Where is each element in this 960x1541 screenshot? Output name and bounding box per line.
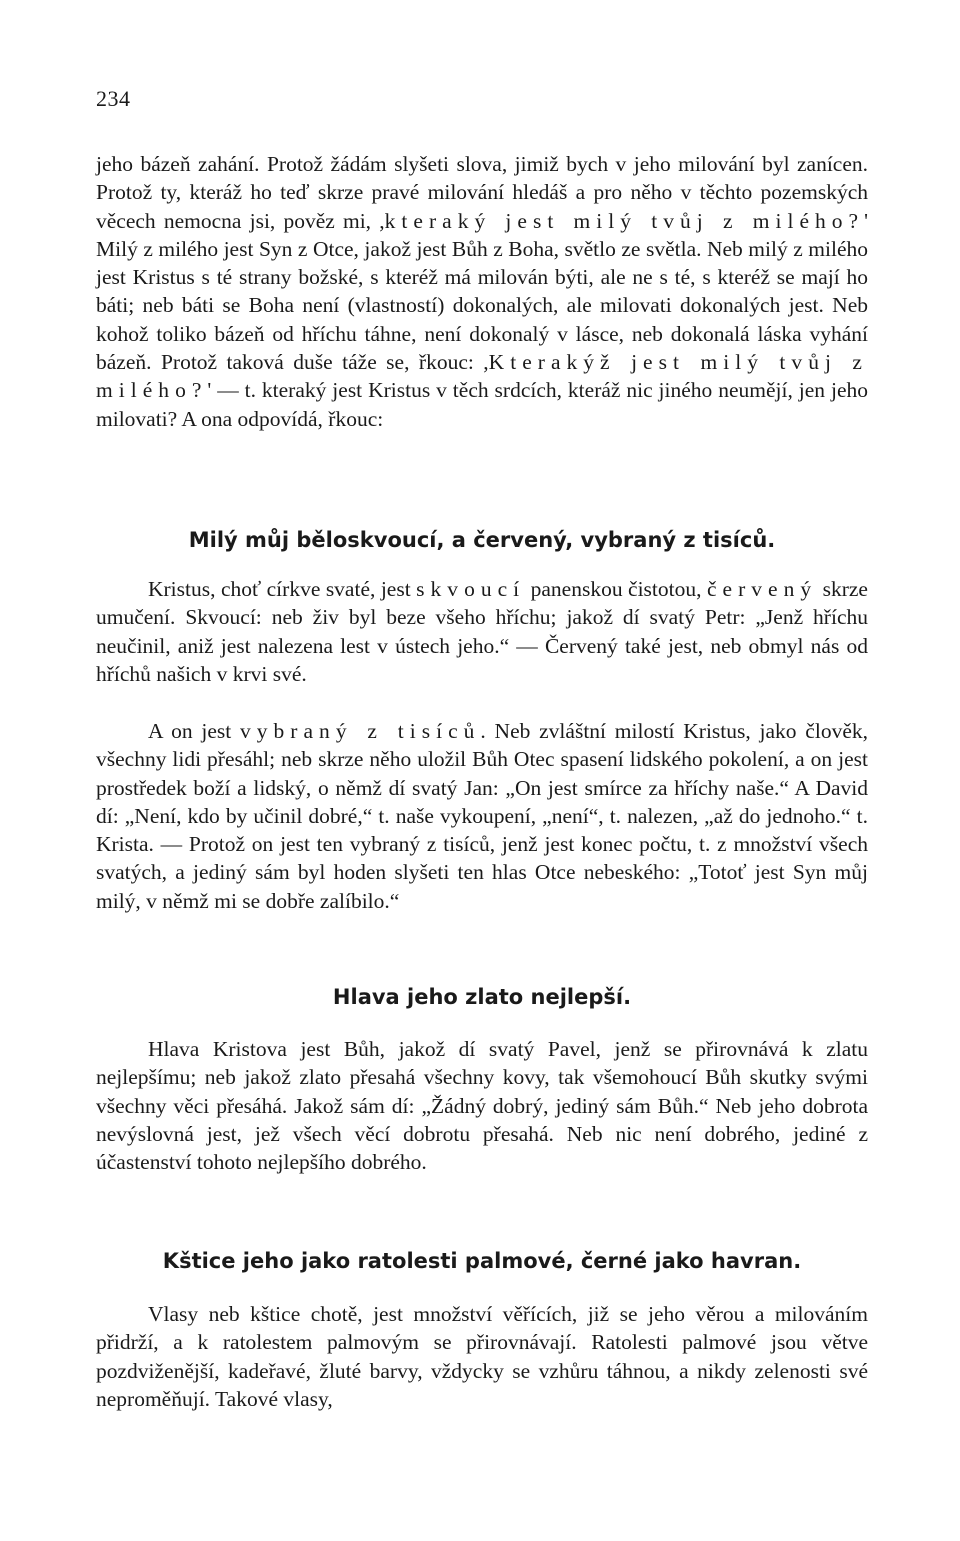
paragraph-kstice [96,1300,868,1413]
text-run: panenskou čistotou, [525,577,707,601]
text-run: ' — t. kteraký jest Kristus v těch srdcích, kteráž nic jiného neumějí, jen jeho milovati? A ona odpovídá, řkouc: [96,378,868,431]
text-run: . Neb zvláštní milostí Kristus, jako člověk, všechny lidi přesáhl; neb skrze něho uložil Bůh Otec spasení lidského pokolení, a on jest prostředek boží a lidský, o němž dí svatý Jan: „On jest smírce za hříchy naše.“ A David dí: „Není, kdo by učinil dobré,“ t. naše vykoupení, „není“, t. nalezen, „až do jednoho.“ t. Krista. — Protož on jest ten vybraný z tisíců, jenž jest konec počtu, t. z množství všech svatých, a jediný sám byl hoden slyšeti ten hlas Otce nebeského: „Totoť jest Syn můj milý, v němž mi se dobře zalíbilo.“ [96,719,868,913]
paragraph-hlava [96,1035,868,1176]
text-run: Vlasy neb kštice chotě, jest množství věřících, již se jeho věrou a milováním přidrží, a k ratolestem palmovým se přirovnávají. Ratolesti palmové jsou větve pozdviženější, kadeřavé, žluté barvy, vždycky se vzhůru táhnou, a nikdy zelenosti své neproměňují. Takové vlasy, [96,1302,868,1411]
section-heading-3: Kštice jeho jako ratolesti palmové, černé jako havran. [162,1249,802,1273]
paragraph-opening [96,150,868,433]
spaced-emphasis: skvoucí [416,577,526,601]
paragraph-kristus-chot [96,575,868,688]
section-heading-2: Hlava jeho zlato nejlepší. [332,985,632,1009]
text-run: ' Milý z milého jest Syn z Otce, jakož jest Bůh z Boha, světlo ze světla. Neb milý z milého jest Kristus s té strany božské, s kteréž má milován býti, ale ne s té, s kteréž se mají ho báti; neb báti se Boha není (vlastností) dokonalých, ale milovati dokonalých jest. Neb kohož toliko bázeň od hříchu táhne, není dokonalý v lásce, neb dokonalá láska vyhání bázeň. Protož taková duše táže se, řkouc: , [96,208,868,375]
text-run: skrze umučení. Skvoucí: neb živ byl beze všeho hříchu; jakož dí svatý Petr: „Jenž hříchu neučinil, aniž jest nalezena lest v ústech jeho.“ — Červený také jest, neb obmyl nás od hříchů našich v krvi své. [96,577,868,686]
text-run: A on jest [148,719,240,743]
text-run: jeho bázeň zahání. Protož žádám slyšeti slova, jimiž bych v jeho milování byl zanícen. Protož ty, kteráž ho teď skrze pravé milování hledáš a pro něho v těchto pozemských věcech nemocna jsi, pověz mi, , [96,152,868,233]
spaced-emphasis: vybraný z tisíců [240,719,481,743]
spaced-emphasis: červený [706,577,818,601]
spaced-emphasis: kteraký jest milý tvůj z milého? [384,208,865,233]
section-heading-1: Milý můj běloskvoucí, a červený, vybraný z tisíců. [188,528,776,552]
spaced-emphasis: Kterakýž jest milý tvůj z milého? [96,350,868,403]
paragraph-vybrany [96,717,868,915]
text-run: Hlava Kristova jest Bůh, jakož dí svatý Pavel, jenž se přirovnává k zlatu nejlepšímu; neb jakož zlato přesahá všechny kovy, tak všemohoucí Bůh skutky svými všechny věci přesáhá. Jakož sám dí: „Žádný dobrý, jediný sám Bůh.“ Neb jeho dobrota nevýslovná jest, jež všech věcí dobrotu přesahá. Neb nic není dobrého, jediné z účastenství tohoto nejlepšího dobrého. [96,1037,868,1175]
book-page [96,0,868,1541]
text-run: Kristus, choť církve svaté, jest [148,577,417,601]
page-number: 234 [96,86,131,111]
